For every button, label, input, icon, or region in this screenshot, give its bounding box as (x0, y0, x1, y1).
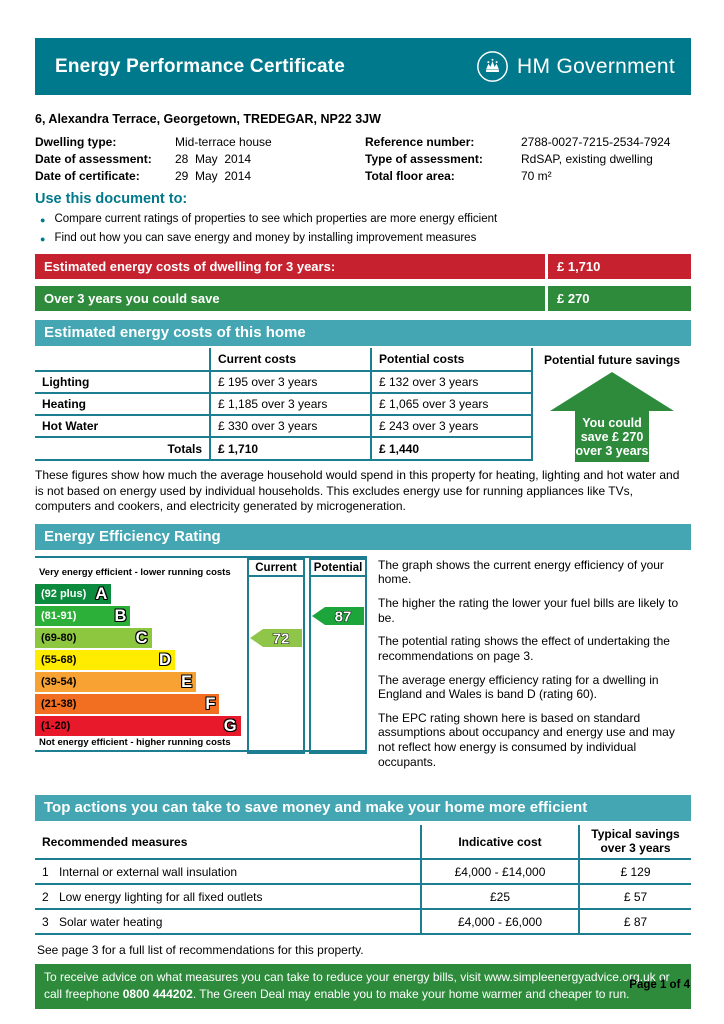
row-label-heating: Heating (35, 394, 211, 416)
bullet-dot-icon: ● (40, 234, 46, 244)
advice-banner (35, 964, 691, 1009)
epc-band-e: (39-54) E (35, 672, 196, 692)
indicative-cost-header: Indicative cost (420, 825, 578, 860)
reference-number-value: 2788-0027-7215-2534-7924 (521, 135, 671, 149)
potential-rating-arrow (311, 606, 365, 626)
assessment-type-value: RdSAP, existing dwelling (521, 152, 653, 166)
lighting-current-cost: £ 195 over 3 years (211, 372, 372, 394)
chart-top-label: Very energy efficient - lower running costs (39, 566, 231, 578)
hm-government-crest-icon (476, 50, 509, 83)
recommended-measures-table (35, 825, 691, 935)
potential-column-header: Potential (311, 560, 365, 577)
chart-bottom-label: Not energy efficient - higher running costs (39, 736, 231, 748)
row-label-totals: Totals (35, 438, 211, 461)
rating-description (378, 556, 691, 779)
row-label-hot-water: Hot Water (35, 416, 211, 438)
future-savings-cell (533, 372, 691, 461)
use-document-bullet-2 (40, 232, 691, 247)
savings-label: Over 3 years you could save (35, 286, 545, 311)
measure-row-2: 2 Low energy lighting for all fixed outlets (35, 885, 420, 910)
actions-section-heading: Top actions you can take to save money and make your home more efficient (35, 795, 691, 821)
current-costs-header: Current costs (211, 348, 372, 372)
estimated-costs-value: £ 1,710 (548, 254, 691, 279)
energy-costs-table (35, 348, 691, 461)
advice-text: To receive advice on what measures you can take to reduce your energy bills, visit www.simpleenergyadvice.org.uk or call freephone (44, 970, 670, 1002)
svg-text:87: 87 (334, 608, 352, 626)
property-address: 6, Alexandra Terrace, Georgetown, TREDEGAR, NP22 3JW (35, 112, 381, 126)
rating-paragraph: The graph shows the current energy efficiency of your home. (378, 557, 664, 587)
future-savings-header: Potential future savings (543, 353, 681, 367)
measure-3-cost: £4,000 - £6,000 (420, 910, 578, 935)
use-document-bullet-1 (40, 213, 691, 228)
assessment-type-label: Type of assessment: (365, 152, 483, 166)
bullet-text: Compare current ratings of properties to see which properties are more energy efficient (54, 213, 498, 225)
typical-savings-header: Typical savings over 3 years (578, 825, 691, 860)
hm-government-label: HM Government (517, 54, 675, 78)
dwelling-type-label: Dwelling type: (35, 135, 117, 149)
bullet-dot-icon: ● (40, 215, 46, 225)
header-banner (35, 38, 691, 95)
floor-area-value: 70 m² (521, 169, 552, 183)
see-page-note: See page 3 for a full list of recommendations for this property. (37, 943, 364, 958)
row-label-lighting: Lighting (35, 372, 211, 394)
heating-potential-cost: £ 1,065 over 3 years (372, 394, 533, 416)
lighting-potential-cost: £ 132 over 3 years (372, 372, 533, 394)
measure-row-3: 3 Solar water heating (35, 910, 420, 935)
measure-2-cost: £25 (420, 885, 578, 910)
svg-text:72: 72 (272, 630, 290, 648)
current-rating-arrow (249, 628, 303, 648)
rating-paragraph: The EPC rating shown here is based on standard assumptions about occupancy and energy use and may not reflect how energy is consumed by individual occupants. (378, 710, 675, 769)
measures-header: Recommended measures (35, 825, 420, 860)
epc-band-c: (69-80) C (35, 628, 152, 648)
measure-1-savings: £ 129 (578, 860, 691, 885)
page-number: Page 1 of 4 (629, 979, 690, 991)
property-details (35, 135, 691, 183)
assessment-date-value: 28 May 2014 (175, 152, 252, 166)
estimated-costs-label: Estimated energy costs of dwelling for 3 years: (35, 254, 545, 279)
epc-band-b: (81-91) B (35, 606, 130, 626)
hot-water-current-cost: £ 330 over 3 years (211, 416, 372, 438)
potential-costs-header: Potential costs (372, 348, 533, 372)
epc-band-a: (92 plus) A (35, 584, 111, 604)
rating-section-heading: Energy Efficiency Rating (35, 524, 691, 550)
dwelling-type-value: Mid-terrace house (175, 135, 272, 149)
savings-value: £ 270 (548, 286, 691, 311)
advice-phone-number: 0800 444202 (122, 987, 193, 1002)
floor-area-label: Total floor area: (365, 169, 455, 183)
potential-rating-column (309, 558, 367, 754)
measure-row-1: 1 Internal or external wall insulation (35, 860, 420, 885)
costs-section-heading: Estimated energy costs of this home (35, 320, 691, 346)
rating-paragraph: The higher the rating the lower your fuel bills are likely to be. (378, 596, 679, 625)
current-column-header: Current (249, 560, 303, 577)
certificate-date-value: 29 May 2014 (175, 169, 252, 183)
totals-current-cost: £ 1,710 (211, 438, 372, 461)
advice-text-post: . The Green Deal may enable you to make your home warmer and cheaper to run. (192, 987, 630, 1002)
certificate-date-label: Date of certificate: (35, 169, 140, 183)
use-document-heading: Use this document to: (35, 191, 188, 207)
heating-current-cost: £ 1,185 over 3 years (211, 394, 372, 416)
current-rating-column (247, 558, 305, 754)
costs-note: These figures show how much the average household would spend in this property for heating, lighting and hot water and is not based on energy used by individual households. This excludes energy use for running appliances like TVs, computers and cookers, and electricity generated by microgeneration. (35, 468, 680, 514)
estimated-costs-banner (35, 254, 691, 279)
measure-1-cost: £4,000 - £14,000 (420, 860, 578, 885)
cost-table-corner-cell (35, 348, 211, 372)
rating-paragraph: The potential rating shows the effect of undertaking the recommendations on page 3. (378, 634, 670, 663)
svg-text:You could: You could (582, 415, 642, 430)
page-title: Energy Performance Certificate (55, 55, 346, 77)
epc-band-g: (1-20) G (35, 716, 241, 736)
energy-efficiency-chart (35, 556, 367, 752)
epc-band-f: (21-38) F (35, 694, 219, 714)
rating-paragraph: The average energy efficiency rating for a dwelling in England and Wales is band D (rating 60). (378, 672, 659, 702)
reference-number-label: Reference number: (365, 135, 475, 149)
totals-potential-cost: £ 1,440 (372, 438, 533, 461)
hot-water-potential-cost: £ 243 over 3 years (372, 416, 533, 438)
svg-text:over 3 years: over 3 years (575, 443, 649, 458)
measure-2-savings: £ 57 (578, 885, 691, 910)
assessment-date-label: Date of assessment: (35, 152, 152, 166)
epc-band-d: (55-68) D (35, 650, 175, 670)
savings-arrow-icon (548, 370, 676, 464)
measure-3-savings: £ 87 (578, 910, 691, 935)
bullet-text: Find out how you can save energy and money by installing improvement measures (54, 232, 477, 244)
savings-banner (35, 286, 691, 311)
hm-government-logo (476, 50, 675, 83)
svg-text:save £ 270: save £ 270 (580, 429, 644, 444)
